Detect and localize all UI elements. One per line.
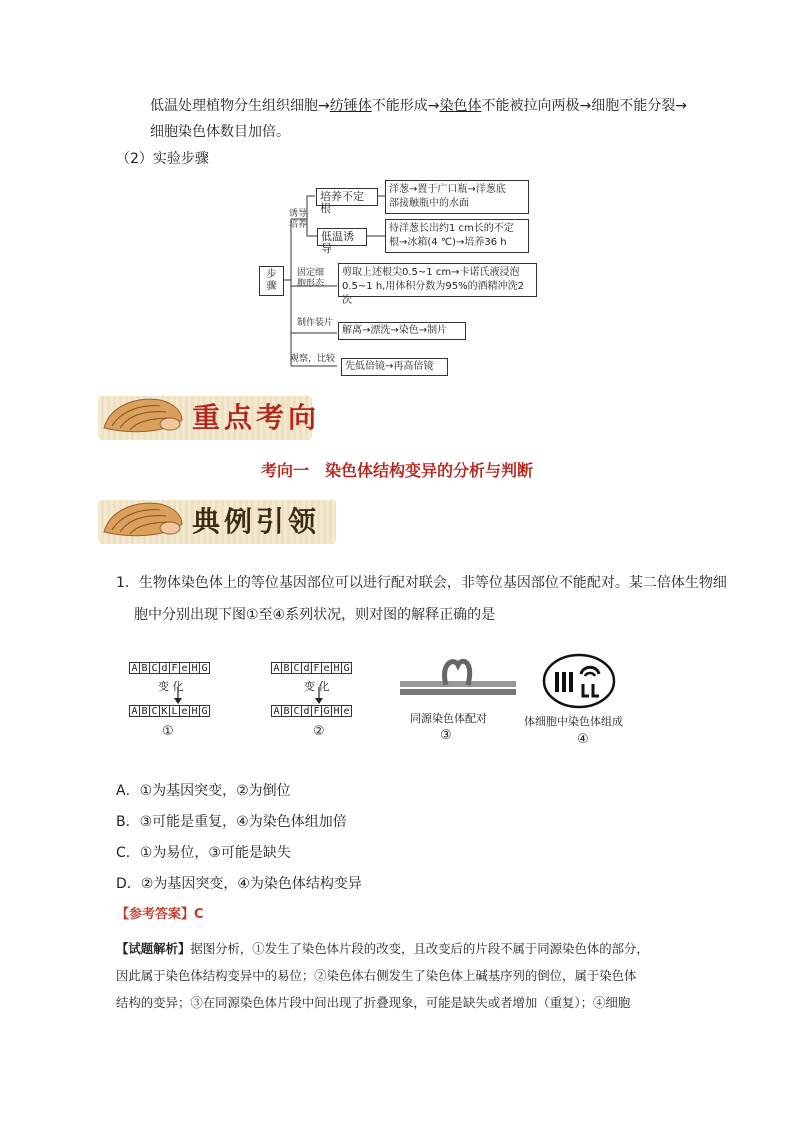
gene-cell: e bbox=[321, 662, 332, 674]
fig1-label: ① bbox=[162, 724, 174, 739]
answer-label: 【参考答案】 bbox=[116, 907, 195, 922]
fig2-change-label: 变 化 bbox=[304, 680, 330, 693]
fig3-label: ③ bbox=[440, 728, 452, 743]
seashell-icon bbox=[100, 498, 186, 544]
gene-cell: d bbox=[301, 705, 312, 717]
gene-cell: B bbox=[281, 662, 292, 674]
gene-cell: G bbox=[341, 662, 352, 674]
principle-text: 不能被拉向两极→细胞不能分裂→ bbox=[481, 98, 687, 114]
fig2-bottom-chromosome bbox=[271, 705, 351, 717]
slide-box: 解离→漂洗→染色→制片 bbox=[338, 322, 466, 340]
gene-cell: G bbox=[199, 705, 210, 717]
analysis-block bbox=[116, 935, 702, 1016]
fig2-label: ② bbox=[313, 724, 325, 739]
question-line-1: 1．生物体染色体上的等位基因部位可以进行配对联会，非等位基因部位不能配对。某二倍体生物细 bbox=[116, 575, 727, 591]
branch-induce-label: 诱导 培养 bbox=[289, 209, 308, 230]
gene-cell: F bbox=[169, 662, 180, 674]
fig4-caption: 体细胞中染色体组成 bbox=[524, 715, 623, 728]
principle-text: 不能形成→ bbox=[371, 98, 440, 114]
fig4-label: ④ bbox=[577, 732, 589, 747]
gene-cell: G bbox=[199, 662, 210, 674]
analysis-line-2: 因此属于染色体结构变异中的易位；②染色体右侧发生了染色体上碱基序列的倒位，属于染色体 bbox=[116, 968, 637, 983]
homologous-pairing-figure bbox=[400, 655, 516, 699]
seashell-icon bbox=[100, 394, 186, 440]
analysis-line-1 bbox=[116, 935, 702, 962]
gene-cell: d bbox=[301, 662, 312, 674]
gene-cell: C bbox=[149, 705, 160, 717]
branch-fix-label: 固定细 胞形态 bbox=[297, 268, 325, 289]
down-arrow-icon bbox=[314, 687, 324, 705]
banner-key-direction-title: 重点考向 bbox=[192, 401, 321, 434]
wait-line-2: 根→冰箱(4 ℃)→培养36 h bbox=[389, 237, 507, 248]
steps-root-box: 步 骤 bbox=[259, 266, 284, 296]
low-temp-box: 低温诱导 bbox=[317, 228, 367, 246]
fix-line-1: 剪取上述根尖0.5~1 cm→卡诺氏液浸泡 bbox=[342, 267, 520, 278]
answer-line bbox=[116, 905, 204, 925]
gene-cell: F bbox=[311, 705, 322, 717]
gene-cell: G bbox=[321, 705, 332, 717]
branch-slide-label: 制作装片 bbox=[297, 318, 334, 328]
gene-cell: A bbox=[271, 662, 282, 674]
section-title: 考向一 染色体结构变异的分析与判断 bbox=[260, 461, 533, 480]
spindle-term: 纺锤体 bbox=[329, 98, 372, 114]
gene-cell: B bbox=[139, 662, 150, 674]
analysis-label: 【试题解析】 bbox=[116, 941, 191, 956]
fix-line-2: 0.5~1 h,用体积分数为95%的酒精冲洗2次 bbox=[342, 281, 524, 306]
analysis-text: 据图分析，①发生了染色体片段的改变，且改变后的片段不属于同源染色体的部分， bbox=[190, 941, 649, 956]
gene-cell: L bbox=[169, 705, 180, 717]
gene-cell: H bbox=[331, 662, 342, 674]
option-c: C．①为易位，③可能是缺失 bbox=[116, 845, 291, 861]
fig3-caption: 同源染色体配对 bbox=[410, 712, 487, 725]
gene-cell: C bbox=[291, 705, 302, 717]
fig1-bottom-chromosome bbox=[129, 705, 209, 717]
option-d: D．②为基因突变，④为染色体结构变异 bbox=[116, 876, 362, 892]
branch-observe-label: 观察，比较 bbox=[290, 354, 336, 364]
gene-cell: A bbox=[129, 662, 140, 674]
fig1-top-chromosome bbox=[129, 662, 209, 674]
principle-line-1 bbox=[150, 96, 687, 116]
steps-heading: （2）实验步骤 bbox=[116, 151, 209, 167]
gene-cell: H bbox=[331, 705, 342, 717]
principle-text: 低温处理植物分生组织细胞→ bbox=[150, 98, 330, 114]
gene-cell: F bbox=[311, 662, 322, 674]
observe-box: 先低倍镜→再高倍镜 bbox=[341, 358, 448, 376]
onion-box bbox=[385, 180, 529, 214]
gene-cell: e bbox=[341, 705, 352, 717]
option-b: B．③可能是重复，④为染色体组加倍 bbox=[116, 814, 347, 830]
principle-line-2: 细胞染色体数目加倍。 bbox=[150, 124, 290, 140]
option-a: A．①为基因突变，②为倒位 bbox=[116, 783, 291, 799]
fig2-top-chromosome bbox=[271, 662, 351, 674]
gene-cell: B bbox=[139, 705, 150, 717]
root-culture-box: 培养不定根 bbox=[316, 188, 378, 206]
gene-cell: e bbox=[179, 705, 190, 717]
gene-cell: H bbox=[189, 662, 200, 674]
gene-cell: H bbox=[189, 705, 200, 717]
wait-box bbox=[385, 219, 529, 253]
answer-value: C bbox=[194, 907, 204, 922]
gene-cell: K bbox=[159, 705, 170, 717]
analysis-line-3: 结构的变异；③在同源染色体片段中间出现了折叠现象，可能是缺失或者增加（重复）；④细胞 bbox=[116, 995, 631, 1010]
gene-cell: d bbox=[159, 662, 170, 674]
question-line-2: 胞中分别出现下图①至④系列状况，则对图的解释正确的是 bbox=[134, 607, 496, 623]
fix-box bbox=[338, 263, 537, 306]
somatic-chromosome-figure bbox=[541, 652, 617, 710]
wait-line-1: 待洋葱长出约1 cm长的不定 bbox=[389, 223, 514, 234]
onion-line-1: 洋葱→置于广口瓶→洋葱底 bbox=[389, 184, 506, 195]
gene-cell: C bbox=[291, 662, 302, 674]
gene-cell: e bbox=[179, 662, 190, 674]
gene-cell: B bbox=[281, 705, 292, 717]
onion-line-2: 部接触瓶中的水面 bbox=[389, 198, 469, 209]
gene-cell: A bbox=[129, 705, 140, 717]
chromosome-term: 染色体 bbox=[439, 98, 482, 114]
banner-typical-example-title: 典例引领 bbox=[192, 505, 321, 538]
down-arrow-icon bbox=[173, 687, 183, 705]
gene-cell: A bbox=[271, 705, 282, 717]
fig1-change-label: 变 化 bbox=[158, 680, 184, 693]
gene-cell: C bbox=[149, 662, 160, 674]
